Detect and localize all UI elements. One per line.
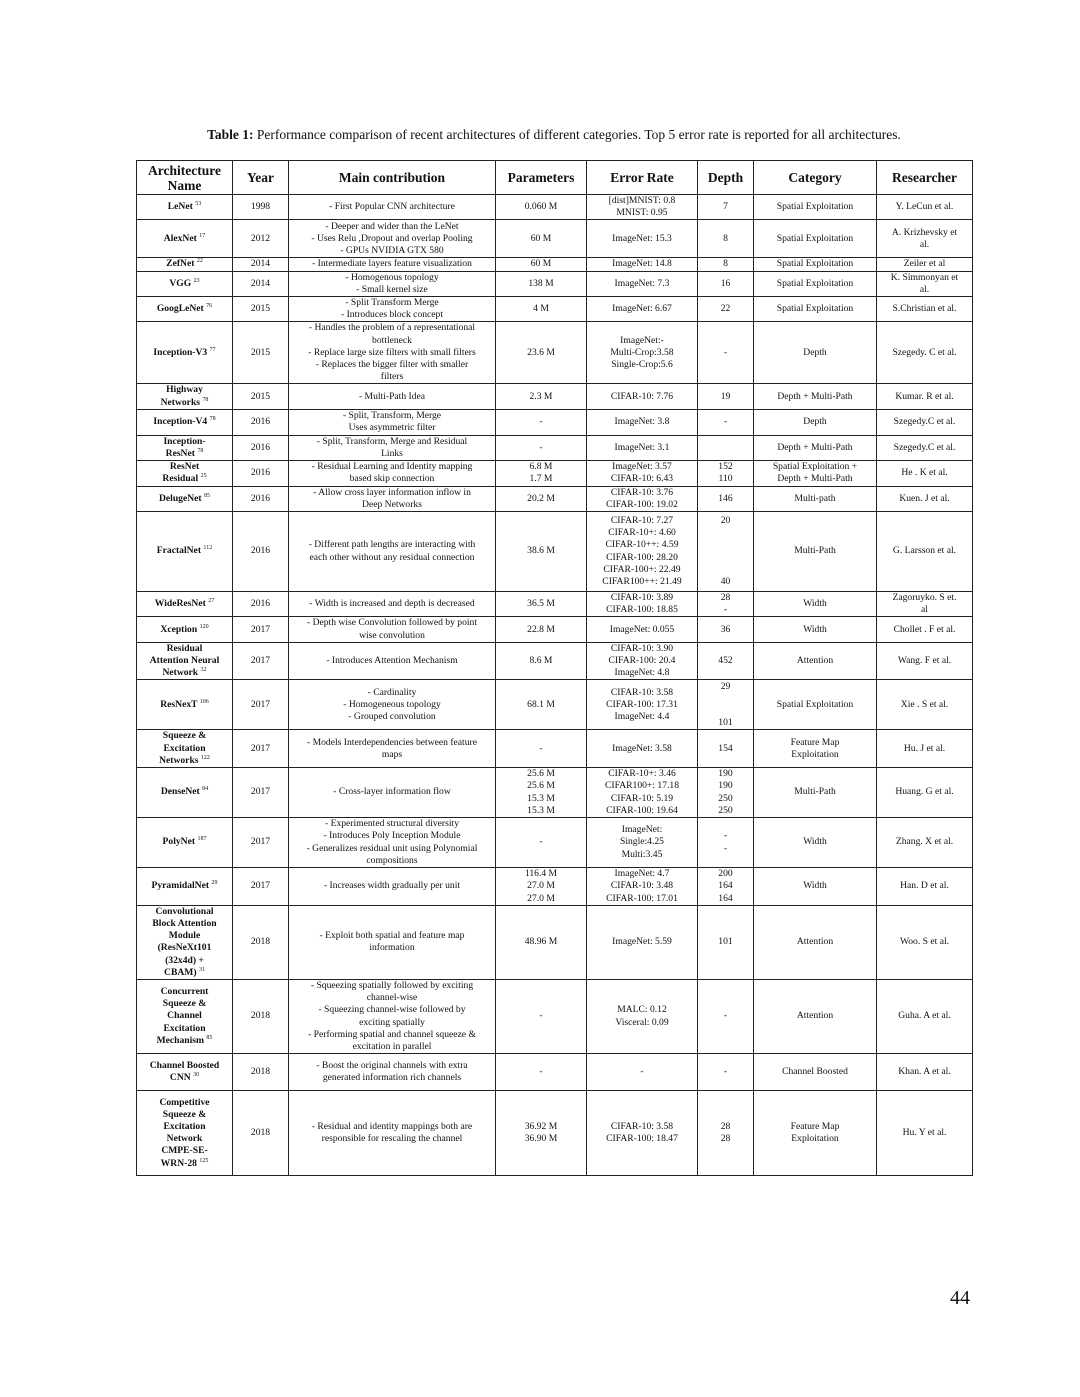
depth-cell: 190 190 250 250 (698, 768, 754, 818)
error-rate-cell: CIFAR-10: 3.58 CIFAR-100: 17.31 ImageNet: 4.4 (587, 680, 698, 730)
researcher-cell: G. Larsson et al. (877, 512, 973, 592)
table-row (137, 258, 973, 271)
parameters-cell: 48.96 M (496, 905, 587, 979)
depth-cell: - - (698, 818, 754, 868)
architecture-name-cell (137, 461, 233, 486)
year-cell: 2018 (233, 979, 289, 1053)
year-cell: 2012 (233, 220, 289, 258)
year-cell: 2017 (233, 768, 289, 818)
table-header-row (137, 161, 973, 195)
citation-ref: 106 (199, 698, 209, 705)
category-cell: Width (754, 818, 877, 868)
depth-cell: 28 - (698, 592, 754, 617)
error-rate-cell: CIFAR-10: 3.58 CIFAR-100: 18.47 (587, 1091, 698, 1176)
researcher-cell: Xie . S et al. (877, 680, 973, 730)
error-rate-cell: ImageNet: Single:4.25 Multi:3.45 (587, 818, 698, 868)
parameters-cell: - (496, 409, 587, 435)
table-row (137, 642, 973, 680)
architecture-name: ResNexT (160, 698, 198, 710)
citation-ref: 32 (200, 667, 207, 674)
year-cell: 2015 (233, 384, 289, 409)
architecture-name-cell (137, 271, 233, 296)
depth-cell: 36 (698, 617, 754, 642)
error-rate-cell: ImageNet: 14.8 (587, 258, 698, 271)
depth-cell: 452 (698, 642, 754, 680)
table-row (137, 617, 973, 642)
researcher-cell: Zagoruyko. S et. al (877, 592, 973, 617)
architecture-name: Competitive Squeeze & Excitation Network CMPE-SE- WRN-28 (159, 1096, 210, 1169)
depth-cell: 8 (698, 258, 754, 271)
contribution-cell: - Different path lengths are interacting with each other without any residual connection (289, 512, 496, 592)
architecture-name-cell (137, 1091, 233, 1176)
category-cell: Depth + Multi-Path (754, 384, 877, 409)
category-cell: Width (754, 617, 877, 642)
contribution-cell: - Residual and identity mappings both are responsible for rescaling the channel (289, 1091, 496, 1176)
category-cell: Attention (754, 979, 877, 1053)
contribution-cell: - Introduces Attention Mechanism (289, 642, 496, 680)
category-cell: Spatial Exploitation (754, 258, 877, 271)
depth-cell: 29 101 (698, 680, 754, 730)
category-cell: Width (754, 592, 877, 617)
error-rate-cell: CIFAR-10: 7.76 (587, 384, 698, 409)
header-error-rate: Error Rate (587, 161, 698, 195)
parameters-cell: 23.6 M (496, 322, 587, 384)
year-cell: 2016 (233, 409, 289, 435)
citation-ref: 77 (209, 346, 216, 353)
architecture-name-cell (137, 195, 233, 220)
parameters-cell: 6.8 M 1.7 M (496, 461, 587, 486)
table-row (137, 905, 973, 979)
error-rate-cell: ImageNet: 7.3 (587, 271, 698, 296)
architecture-name-cell (137, 905, 233, 979)
citation-ref: 78 (202, 396, 209, 403)
citation-ref: 27 (208, 597, 215, 604)
page-number: 44 (950, 1287, 970, 1309)
parameters-cell: 68.1 M (496, 680, 587, 730)
category-cell: Depth (754, 322, 877, 384)
parameters-cell: 8.6 M (496, 642, 587, 680)
contribution-cell: - Handles the problem of a representational bottleneck - Replace large size filters with small filters - Replaces the bigger filter with smaller filters (289, 322, 496, 384)
header-architecture: Architecture Name (137, 161, 233, 195)
researcher-cell: A. Krizhevsky et al. (877, 220, 973, 258)
depth-cell: 8 (698, 220, 754, 258)
table-row (137, 271, 973, 296)
error-rate-cell: CIFAR-10: 3.89 CIFAR-100: 18.85 (587, 592, 698, 617)
researcher-cell: Han. D et al. (877, 868, 973, 906)
researcher-cell: Zeiler et al (877, 258, 973, 271)
table-row (137, 435, 973, 460)
table-row (137, 1054, 973, 1091)
architecture-name-cell (137, 592, 233, 617)
contribution-cell: - Width is increased and depth is decreased (289, 592, 496, 617)
error-rate-cell: ImageNet: 5.59 (587, 905, 698, 979)
architecture-name: Highway Networks (160, 384, 203, 408)
architecture-name-cell (137, 768, 233, 818)
depth-cell: 154 (698, 730, 754, 768)
architecture-name-cell (137, 435, 233, 460)
citation-ref: 76 (206, 302, 213, 309)
category-cell: Spatial Exploitation (754, 297, 877, 322)
category-cell: Spatial Exploitation + Depth + Multi-Path (754, 461, 877, 486)
table-row (137, 486, 973, 511)
category-cell: Spatial Exploitation (754, 271, 877, 296)
architecture-name: Residual Attention Neural Network (149, 642, 220, 679)
parameters-cell: - (496, 730, 587, 768)
citation-ref: 25 (200, 473, 207, 480)
citation-ref: 53 (195, 200, 202, 207)
researcher-cell: Kumar. R et al. (877, 384, 973, 409)
architecture-name-cell (137, 868, 233, 906)
architecture-name: DelugeNet (158, 492, 202, 504)
researcher-cell: Szegedy.C et al. (877, 435, 973, 460)
citation-ref: 22 (196, 258, 203, 265)
architecture-name-cell (137, 409, 233, 435)
header-year: Year (233, 161, 289, 195)
contribution-cell: - Models Interdependencies between feature maps (289, 730, 496, 768)
citation-ref: 29 (211, 880, 218, 887)
citation-ref: 78 (209, 416, 216, 423)
depth-cell: - (698, 409, 754, 435)
depth-cell: 152 110 (698, 461, 754, 486)
architecture-name: Channel Boosted CNN (149, 1059, 220, 1084)
researcher-cell: Wang. F et al. (877, 642, 973, 680)
architecture-name-cell (137, 322, 233, 384)
researcher-cell: S.Christian et al. (877, 297, 973, 322)
depth-cell: 16 (698, 271, 754, 296)
researcher-cell: Kuen. J et al. (877, 486, 973, 511)
parameters-cell: 25.6 M 25.6 M 15.3 M 15.3 M (496, 768, 587, 818)
contribution-cell: - Squeezing spatially followed by exciting channel-wise - Squeezing channel-wise followed by exciting spatially - Performing spatial and channel squeeze & excitation in parallel (289, 979, 496, 1053)
architecture-name-cell (137, 818, 233, 868)
researcher-cell: Hu. Y et al. (877, 1091, 973, 1176)
category-cell: Feature Map Exploitation (754, 1091, 877, 1176)
citation-ref: 112 (203, 545, 213, 552)
researcher-cell: K. Simmonyan et al. (877, 271, 973, 296)
table-row (137, 1091, 973, 1176)
architecture-name: Inception-V3 (153, 346, 208, 358)
year-cell: 1998 (233, 195, 289, 220)
parameters-cell: - (496, 979, 587, 1053)
table-row (137, 195, 973, 220)
researcher-cell: Huang. G et al. (877, 768, 973, 818)
parameters-cell: 2.3 M (496, 384, 587, 409)
contribution-cell: - Allow cross layer information inflow in Deep Networks (289, 486, 496, 511)
category-cell: Depth (754, 409, 877, 435)
table-row (137, 768, 973, 818)
depth-cell: 101 (698, 905, 754, 979)
contribution-cell: - Exploit both spatial and feature map information (289, 905, 496, 979)
contribution-cell: - Deeper and wider than the LeNet - Uses Relu ,Dropout and overlap Pooling - GPUs NVIDIA GTX 580 (289, 220, 496, 258)
architecture-name: Squeeze & Excitation Networks (159, 730, 207, 766)
parameters-cell: 60 M (496, 220, 587, 258)
error-rate-cell: [dist]MNIST: 0.8 MNIST: 0.95 (587, 195, 698, 220)
architecture-name-cell (137, 1054, 233, 1091)
parameters-cell: 38.6 M (496, 512, 587, 592)
table-row (137, 979, 973, 1053)
category-cell: Multi-path (754, 486, 877, 511)
depth-cell (698, 435, 754, 460)
architecture-name-cell (137, 297, 233, 322)
parameters-cell: - (496, 1054, 587, 1091)
year-cell: 2015 (233, 322, 289, 384)
depth-cell: 28 28 (698, 1091, 754, 1176)
researcher-cell: Hu. J et al. (877, 730, 973, 768)
researcher-cell: Chollet . F et al. (877, 617, 973, 642)
header-contribution: Main contribution (289, 161, 496, 195)
error-rate-cell: ImageNet: 3.1 (587, 435, 698, 460)
error-rate-cell: ImageNet: 3.57 CIFAR-10: 6.43 (587, 461, 698, 486)
contribution-cell: - Experimented structural diversity - Introduces Poly Inception Module - Generalizes residual unit using Polynomial compositions (289, 818, 496, 868)
year-cell: 2015 (233, 297, 289, 322)
parameters-cell: - (496, 818, 587, 868)
category-cell: Channel Boosted (754, 1054, 877, 1091)
error-rate-cell: CIFAR-10: 3.76 CIFAR-100: 19.02 (587, 486, 698, 511)
depth-cell: 19 (698, 384, 754, 409)
contribution-cell: - Cardinality - Homogeneous topology - Grouped convolution (289, 680, 496, 730)
performance-table (136, 160, 973, 1176)
parameters-cell: - (496, 435, 587, 460)
parameters-cell: 20.2 M (496, 486, 587, 511)
table-row (137, 297, 973, 322)
researcher-cell: Zhang. X et al. (877, 818, 973, 868)
citation-ref: 31 (198, 966, 205, 973)
table-row (137, 220, 973, 258)
year-cell: 2018 (233, 905, 289, 979)
category-cell: Spatial Exploitation (754, 195, 877, 220)
year-cell: 2017 (233, 617, 289, 642)
parameters-cell: 0.060 M (496, 195, 587, 220)
architecture-name: ZefNet (166, 258, 195, 270)
error-rate-cell: ImageNet:- Multi-Crop:3.58 Single-Crop:5.6 (587, 322, 698, 384)
parameters-cell: 4 M (496, 297, 587, 322)
contribution-cell: - Split Transform Merge - Introduces block concept (289, 297, 496, 322)
year-cell: 2017 (233, 818, 289, 868)
category-cell: Multi-Path (754, 768, 877, 818)
parameters-cell: 22.8 M (496, 617, 587, 642)
category-cell: Multi-Path (754, 512, 877, 592)
contribution-cell: - Split, Transform, Merge and Residual Links (289, 435, 496, 460)
parameters-cell: 36.5 M (496, 592, 587, 617)
error-rate-cell: ImageNet: 4.7 CIFAR-10: 3.48 CIFAR-100: 17.01 (587, 868, 698, 906)
architecture-name: AlexNet (163, 232, 197, 244)
year-cell: 2016 (233, 486, 289, 511)
table-row (137, 868, 973, 906)
category-cell: Attention (754, 905, 877, 979)
category-cell: Width (754, 868, 877, 906)
depth-cell: - (698, 1054, 754, 1091)
year-cell: 2016 (233, 592, 289, 617)
error-rate-cell: ImageNet: 3.8 (587, 409, 698, 435)
depth-cell: 200 164 164 (698, 868, 754, 906)
architecture-name: LeNet (167, 201, 193, 213)
citation-ref: 125 (199, 1157, 209, 1164)
researcher-cell: Szegedy.C et al. (877, 409, 973, 435)
architecture-name: Concurrent Squeeze & Channel Excitation Mechanism (156, 986, 209, 1046)
table-row (137, 592, 973, 617)
year-cell: 2018 (233, 1091, 289, 1176)
researcher-cell: Y. LeCun et al. (877, 195, 973, 220)
contribution-cell: - Depth wise Convolution followed by point wise convolution (289, 617, 496, 642)
researcher-cell: He . K et al. (877, 461, 973, 486)
table-body (137, 195, 973, 1176)
citation-ref: 187 (197, 836, 207, 843)
citation-ref: 30 (193, 1071, 200, 1078)
architecture-name-cell (137, 258, 233, 271)
depth-cell: 146 (698, 486, 754, 511)
architecture-name-cell (137, 680, 233, 730)
table-row (137, 512, 973, 592)
architecture-name-cell (137, 220, 233, 258)
error-rate-cell: CIFAR-10+: 3.46 CIFAR100+: 17.18 CIFAR-10: 5.19 CIFAR-100: 19.64 (587, 768, 698, 818)
year-cell: 2017 (233, 642, 289, 680)
architecture-name: Inception-V4 (153, 416, 208, 428)
depth-cell: 7 (698, 195, 754, 220)
year-cell: 2018 (233, 1054, 289, 1091)
table-row (137, 409, 973, 435)
error-rate-cell: MALC: 0.12 Visceral: 0.09 (587, 979, 698, 1053)
table-row (137, 461, 973, 486)
error-rate-cell: ImageNet: 0.055 (587, 617, 698, 642)
architecture-name-cell (137, 617, 233, 642)
depth-cell: 22 (698, 297, 754, 322)
header-parameters: Parameters (496, 161, 587, 195)
architecture-name-cell (137, 642, 233, 680)
architecture-name: FractalNet (156, 545, 202, 557)
contribution-cell: - Intermediate layers feature visualization (289, 258, 496, 271)
citation-ref: 17 (199, 232, 206, 239)
citation-ref: 23 (193, 277, 200, 284)
table-row (137, 730, 973, 768)
table-row (137, 818, 973, 868)
caption-text: Performance comparison of recent architectures of different categories. Top 5 error rate is reported for all architectures. (253, 127, 901, 142)
header-depth: Depth (698, 161, 754, 195)
header-researcher: Researcher (877, 161, 973, 195)
depth-cell: 20 40 (698, 512, 754, 592)
citation-ref: 85 (204, 492, 211, 499)
architecture-name-cell (137, 730, 233, 768)
contribution-cell: - Cross-layer information flow (289, 768, 496, 818)
researcher-cell: Guha. A et al. (877, 979, 973, 1053)
researcher-cell: Szegedy. C et al. (877, 322, 973, 384)
year-cell: 2014 (233, 271, 289, 296)
architecture-name-cell (137, 486, 233, 511)
error-rate-cell: ImageNet: 3.58 (587, 730, 698, 768)
architecture-name: VGG (169, 277, 192, 289)
year-cell: 2016 (233, 461, 289, 486)
year-cell: 2017 (233, 680, 289, 730)
parameters-cell: 116.4 M 27.0 M 27.0 M (496, 868, 587, 906)
category-cell: Depth + Multi-Path (754, 435, 877, 460)
citation-ref: 120 (199, 623, 209, 630)
parameters-cell: 60 M (496, 258, 587, 271)
contribution-cell: - Residual Learning and Identity mapping based skip connection (289, 461, 496, 486)
year-cell: 2017 (233, 868, 289, 906)
contribution-cell: - Increases width gradually per unit (289, 868, 496, 906)
year-cell: 2014 (233, 258, 289, 271)
architecture-name: Xception (160, 623, 198, 635)
caption-label: Table 1: (207, 127, 254, 142)
category-cell: Spatial Exploitation (754, 680, 877, 730)
architecture-name-cell (137, 512, 233, 592)
contribution-cell: - Split, Transform, Merge Uses asymmetric filter (289, 409, 496, 435)
contribution-cell: - Multi-Path Idea (289, 384, 496, 409)
architecture-name: DenseNet (160, 786, 200, 798)
architecture-name-cell (137, 384, 233, 409)
year-cell: 2016 (233, 435, 289, 460)
table-row (137, 322, 973, 384)
architecture-name: PolyNet (162, 836, 196, 848)
error-rate-cell: CIFAR-10: 3.90 CIFAR-100: 20.4 ImageNet: 4.8 (587, 642, 698, 680)
architecture-name: WideResNet (154, 598, 206, 610)
researcher-cell: Woo. S et al. (877, 905, 973, 979)
contribution-cell: - First Popular CNN architecture (289, 195, 496, 220)
error-rate-cell: ImageNet: 15.3 (587, 220, 698, 258)
citation-ref: 84 (202, 786, 209, 793)
year-cell: 2017 (233, 730, 289, 768)
depth-cell: - (698, 979, 754, 1053)
architecture-name: Convolutional Block Attention Module (ResNeXt101 (32x4d) + CBAM) (152, 905, 217, 978)
table-row (137, 680, 973, 730)
category-cell: Feature Map Exploitation (754, 730, 877, 768)
error-rate-cell: CIFAR-10: 7.27 CIFAR-10+: 4.60 CIFAR-10++: 4.59 CIFAR-100: 28.20 CIFAR-100+: 22.49 CIFAR100++: 21.49 (587, 512, 698, 592)
error-rate-cell: ImageNet: 6.67 (587, 297, 698, 322)
citation-ref: 85 (206, 1034, 213, 1041)
parameters-cell: 138 M (496, 271, 587, 296)
architecture-name-cell (137, 979, 233, 1053)
citation-ref: 78 (197, 447, 204, 454)
contribution-cell: - Homogenous topology - Small kernel size (289, 271, 496, 296)
table-row (137, 384, 973, 409)
category-cell: Spatial Exploitation (754, 220, 877, 258)
error-rate-cell: - (587, 1054, 698, 1091)
architecture-name: ResNet Residual (162, 461, 200, 485)
table-caption (136, 126, 972, 144)
parameters-cell: 36.92 M 36.90 M (496, 1091, 587, 1176)
depth-cell: - (698, 322, 754, 384)
architecture-name: Inception- ResNet (163, 435, 206, 460)
year-cell: 2016 (233, 512, 289, 592)
citation-ref: 122 (200, 754, 210, 761)
architecture-name: GoogLeNet (156, 303, 204, 315)
category-cell: Attention (754, 642, 877, 680)
contribution-cell: - Boost the original channels with extra generated information rich channels (289, 1054, 496, 1091)
header-category: Category (754, 161, 877, 195)
architecture-name: PyramidalNet (151, 880, 210, 892)
researcher-cell: Khan. A et al. (877, 1054, 973, 1091)
